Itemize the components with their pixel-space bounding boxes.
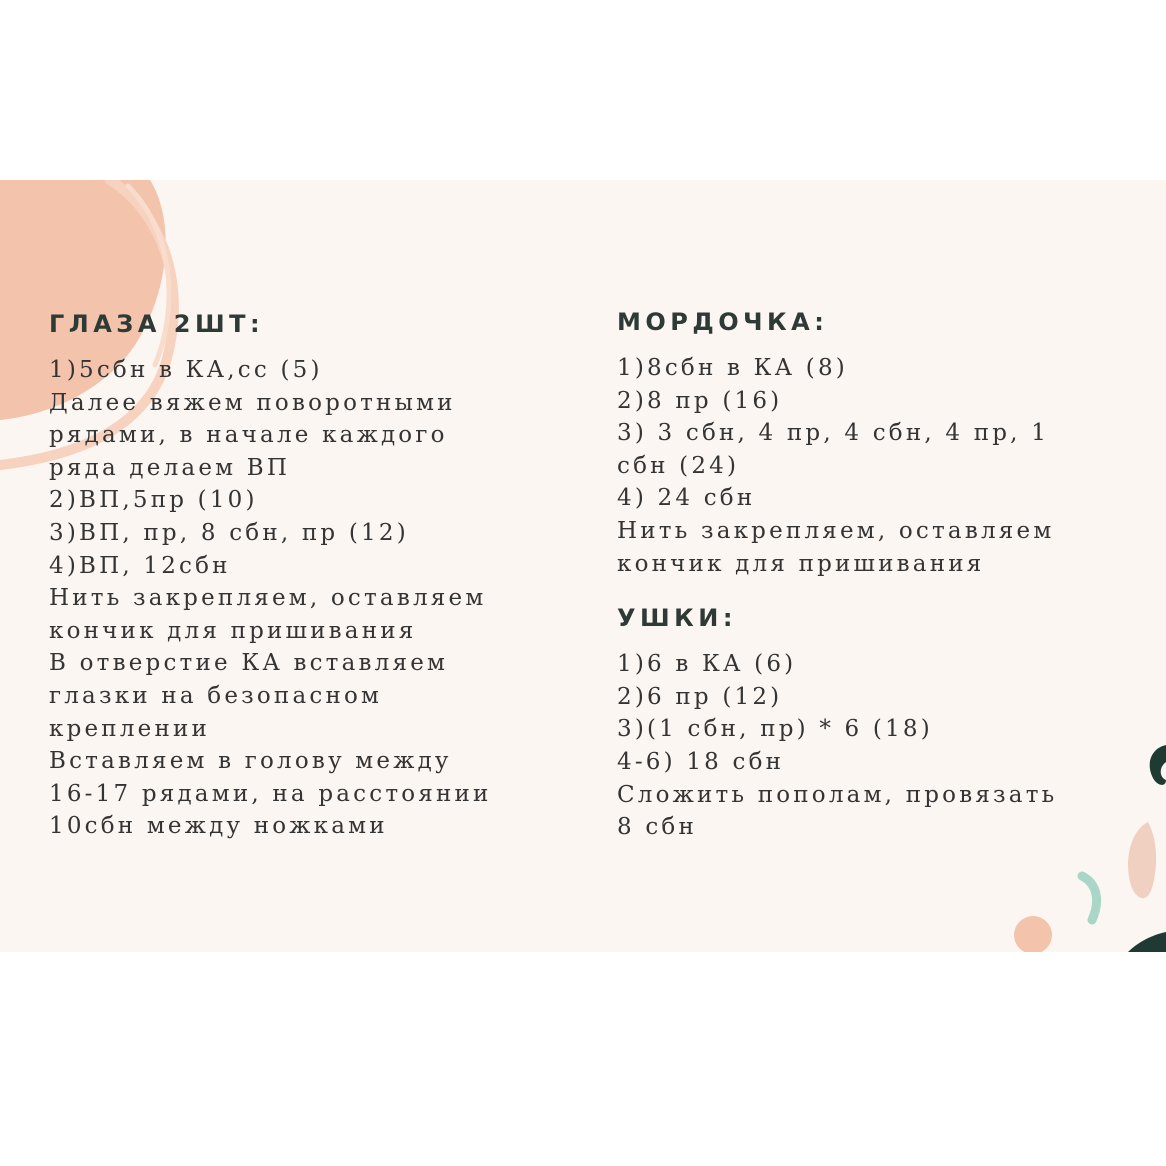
dark-wave-shape — [1128, 932, 1166, 952]
instruction-line: 8 сбн — [617, 814, 698, 841]
instruction-line: 16-17 рядами, на расстоянии — [49, 780, 492, 807]
instruction-line: Сложить пополам, провязать — [617, 781, 1058, 808]
peach-dot-shape — [1014, 916, 1052, 952]
instruction-line: 4-6) 18 сбн — [617, 748, 785, 775]
pattern-card — [0, 180, 1166, 952]
muzzle-instructions — [617, 352, 1137, 580]
instruction-line: 3)(1 сбн, пр) * 6 (18) — [617, 716, 933, 743]
ears-instructions — [617, 648, 1137, 844]
right-column — [617, 306, 1137, 844]
instruction-line: Далее вяжем поворотными — [49, 389, 456, 416]
eyes-instructions — [49, 354, 569, 843]
instruction-line: 1)6 в КА (6) — [617, 651, 797, 678]
instruction-line: кончик для пришивания — [617, 550, 985, 577]
instruction-line: 3)ВП, пр, 8 сбн, пр (12) — [49, 519, 409, 546]
instruction-line: Вставляем в голову между — [49, 748, 452, 775]
muzzle-section — [617, 306, 1137, 580]
instruction-line: В отверстие КА вставляем — [49, 650, 449, 677]
instruction-line: 2)6 пр (12) — [617, 683, 783, 710]
instruction-line: ряда делаем ВП — [49, 454, 291, 481]
dark-leaf-shape — [1150, 745, 1166, 785]
eyes-heading: ГЛАЗА 2ШТ: — [49, 310, 265, 338]
instruction-line: глазки на безопасном — [49, 682, 383, 709]
instruction-line: 3) 3 сбн, 4 пр, 4 сбн, 4 пр, 1 — [617, 420, 1050, 447]
instruction-line: рядами, в начале каждого — [49, 422, 448, 449]
ears-heading: УШКИ: — [617, 604, 737, 633]
ears-section — [617, 602, 1137, 844]
instruction-line: Нить закрепляем, оставляем — [617, 517, 1055, 544]
instruction-line: 4)ВП, 12сбн — [49, 552, 231, 579]
instruction-line: Нить закрепляем, оставляем — [49, 585, 487, 612]
instruction-line: 2)ВП,5пр (10) — [49, 487, 258, 514]
instruction-line: 4) 24 сбн — [617, 485, 756, 512]
instruction-line: 1)5сбн в КА,сс (5) — [49, 357, 323, 383]
eyes-section — [49, 308, 569, 843]
muzzle-heading: МОРДОЧКА: — [617, 308, 829, 336]
mint-curl-shape — [1082, 876, 1097, 920]
instruction-line: креплении — [49, 715, 211, 742]
instruction-line: сбн (24) — [617, 452, 740, 479]
instruction-line: 10сбн между ножками — [49, 813, 388, 840]
instruction-line: 2)8 пр (16) — [617, 387, 783, 414]
instruction-line: 1)8сбн в КА (8) — [617, 355, 848, 381]
instruction-line: кончик для пришивания — [49, 617, 417, 644]
section-spacer — [617, 580, 1137, 602]
